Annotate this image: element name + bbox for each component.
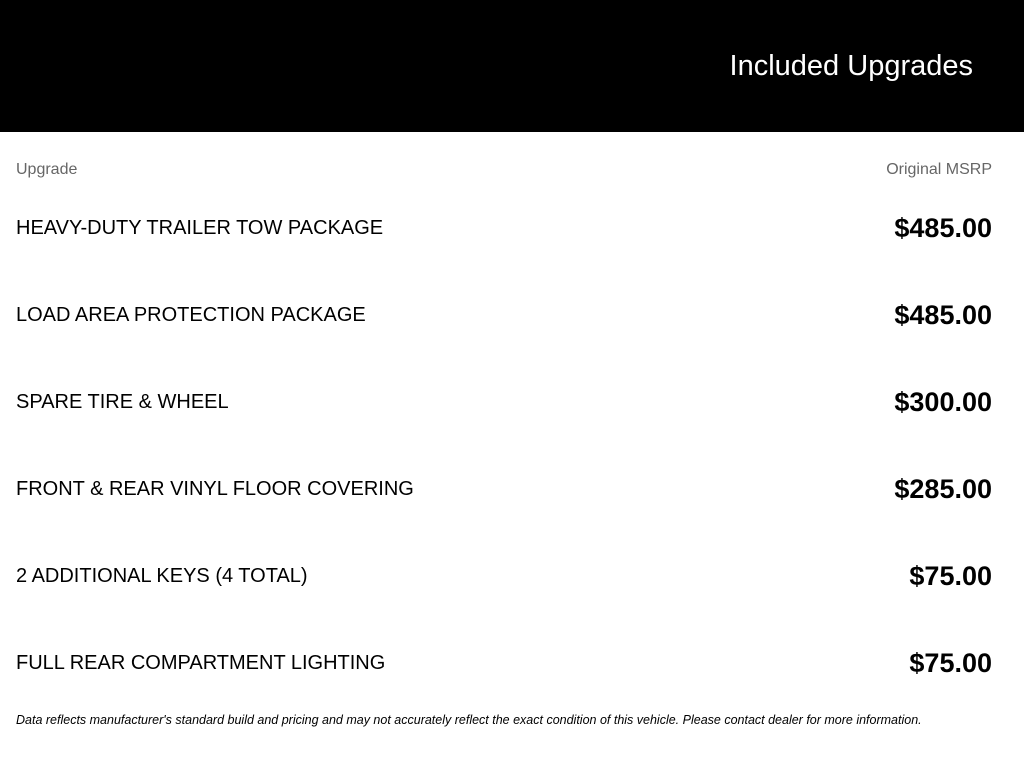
list-item bbox=[0, 208, 1024, 248]
upgrade-name: FULL REAR COMPARTMENT LIGHTING bbox=[16, 652, 386, 674]
upgrade-price: $285.00 bbox=[894, 474, 992, 504]
upgrade-price: $485.00 bbox=[894, 213, 992, 243]
list-item bbox=[0, 382, 1024, 422]
upgrade-price: $300.00 bbox=[894, 387, 992, 417]
list-item bbox=[0, 556, 1024, 596]
list-item bbox=[0, 643, 1024, 683]
upgrade-column-header: Upgrade bbox=[16, 161, 78, 178]
header-banner bbox=[0, 0, 1024, 132]
list-item bbox=[0, 295, 1024, 335]
upgrade-name: FRONT & REAR VINYL FLOOR COVERING bbox=[16, 478, 414, 500]
list-item bbox=[0, 469, 1024, 509]
upgrade-price: $75.00 bbox=[909, 648, 992, 678]
upgrade-price: $485.00 bbox=[894, 300, 992, 330]
msrp-column-header: Original MSRP bbox=[886, 161, 992, 178]
upgrade-price: $75.00 bbox=[909, 561, 992, 591]
page-title: Included Upgrades bbox=[729, 50, 973, 82]
upgrade-name: LOAD AREA PROTECTION PACKAGE bbox=[16, 304, 366, 326]
upgrade-name: 2 ADDITIONAL KEYS (4 TOTAL) bbox=[16, 565, 308, 587]
upgrade-name: HEAVY-DUTY TRAILER TOW PACKAGE bbox=[16, 217, 384, 239]
upgrade-name: SPARE TIRE & WHEEL bbox=[16, 391, 229, 413]
disclaimer-text: Data reflects manufacturer's standard build and pricing and may not accurately reflect the exact condition of this vehicle. Please contact dealer for more information. bbox=[16, 713, 922, 727]
